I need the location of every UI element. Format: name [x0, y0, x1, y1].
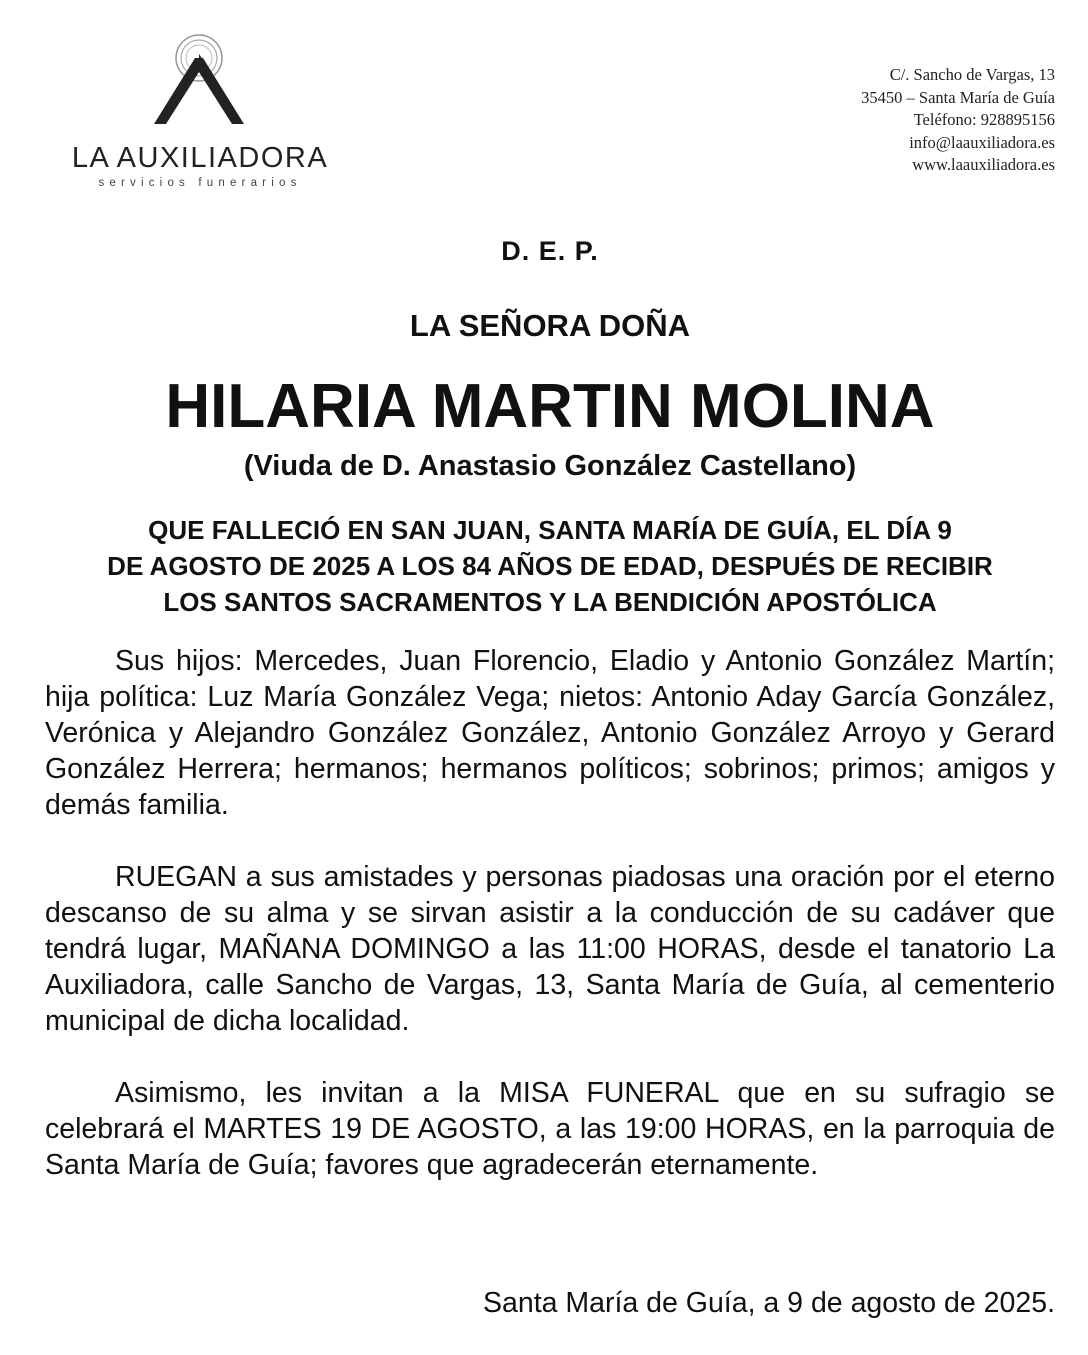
death-line: QUE FALLECIÓ EN SAN JUAN, SANTA MARÍA DE GUÍA, EL DÍA 9: [148, 515, 952, 545]
death-announcement: [0, 512, 1088, 620]
company-logo: [38, 34, 368, 194]
place-date: Santa María de Guía, a 9 de agosto de 2025.: [483, 1287, 1055, 1319]
dep-heading: D. E. P.: [501, 236, 599, 266]
request-paragraph: RUEGAN a sus amistades y personas piadosas una oración por el eterno descanso de su alma y se sirvan asistir a la conducción de su cadáver que tendrá lugar, MAÑANA DOMINGO a las 11:00 HORAS, desde el tanatorio La Auxiliadora, calle Sancho de Vargas, 13, Santa María de Guía, al cementerio municipal de dicha localidad.: [45, 861, 1055, 1037]
widow-of-line: (Viuda de D. Anastasio González Castellano): [243, 450, 857, 482]
logo-subtitle: servicios funerarios: [98, 177, 302, 189]
family-paragraph: Sus hijos: Mercedes, Juan Florencio, Eladio y Antonio González Martín; hija política: Luz María González Vega; nietos: Antonio Aday García González, Verónica y Alejandro González González, Antonio González Arroyo y Gerard González Herrera; hermanos; hermanos políticos; sobrinos; primos; amigos y demás familia.: [45, 645, 1055, 821]
mass-paragraph: Asimismo, les invitan a la MISA FUNERAL que en su sufragio se celebrará el MARTES 19 DE AGOSTO, a las 19:00 HORAS, en la parroquia de Santa María de Guía; favores que agradecerán eternamente.: [45, 1077, 1055, 1181]
logo-arch-icon: [148, 34, 250, 134]
address-street: C/. Sancho de Vargas, 13: [889, 65, 1055, 84]
address-phone: Teléfono: 928895156: [913, 110, 1055, 130]
death-line: DE AGOSTO DE 2025 A LOS 84 AÑOS DE EDAD, DESPUÉS DE RECIBIR: [107, 551, 993, 581]
address-city: 35450 – Santa María de Guía: [861, 87, 1055, 107]
logo-name: LA AUXILIADORA: [71, 142, 329, 174]
death-line: LOS SANTOS SACRAMENTOS Y LA BENDICIÓN APOSTÓLICA: [163, 587, 937, 617]
company-address: [861, 64, 1055, 177]
address-web: www.laauxiliadora.es: [912, 155, 1055, 175]
honorific-title: LA SEÑORA DOÑA: [409, 308, 691, 343]
deceased-name: HILARIA MARTIN MOLINA: [165, 372, 935, 441]
address-email: info@laauxiliadora.es: [909, 132, 1055, 152]
